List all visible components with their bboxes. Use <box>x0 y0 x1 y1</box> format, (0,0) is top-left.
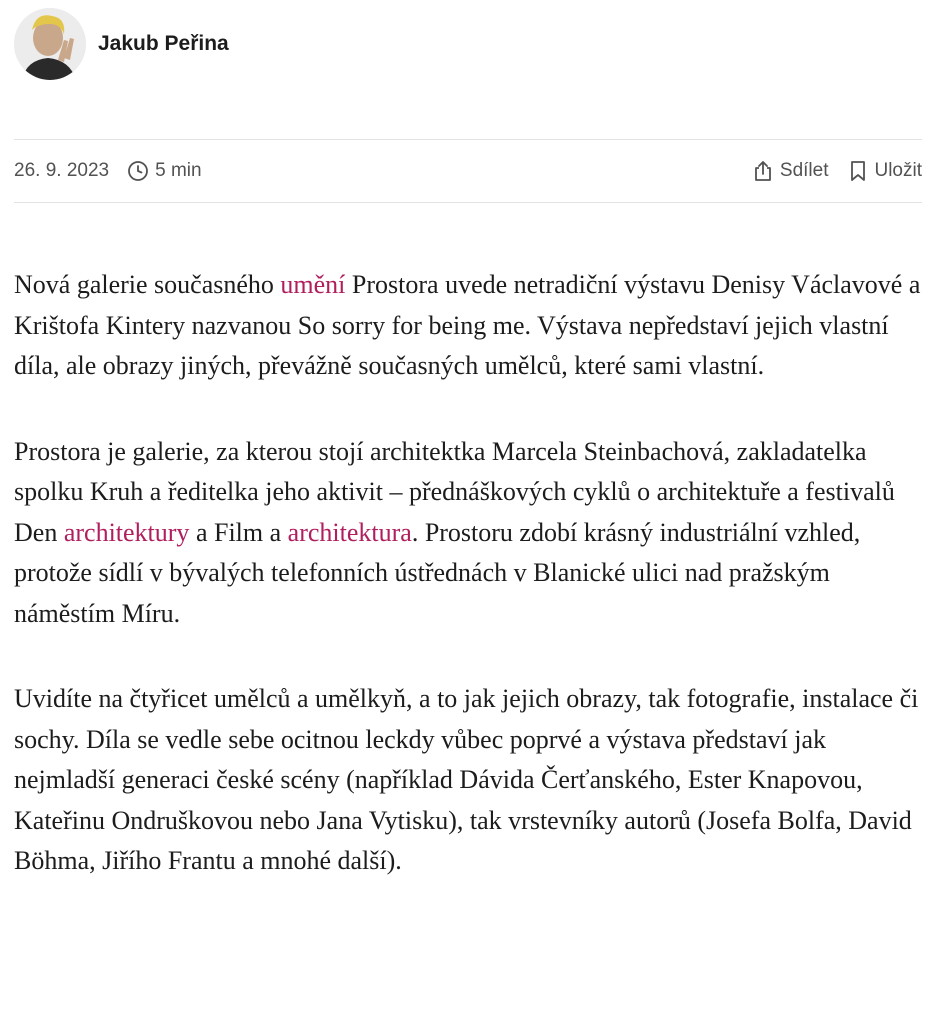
publish-date: 26. 9. 2023 <box>14 160 110 181</box>
meta-actions <box>752 160 922 182</box>
link-architektura[interactable]: architektura <box>287 517 412 547</box>
article-paragraph-2 <box>14 432 924 635</box>
author-avatar[interactable] <box>14 8 86 80</box>
link-architektury[interactable]: architektury <box>63 517 190 547</box>
paragraph-text: Nová galerie současného <box>14 270 281 299</box>
read-time-value: 5 min <box>155 160 202 181</box>
paragraph-text: Prostora je galerie, za kterou stojí architektka Marcela Steinbachová, zakladatelka spolku Kruh a ředitelka jeho aktivit – přednáškových cyklů o architektuře a festivalů Den <box>14 436 895 547</box>
share-icon <box>752 160 774 182</box>
save-button[interactable] <box>848 160 922 182</box>
link-umeni[interactable]: umění <box>280 270 346 299</box>
share-label: Sdílet <box>779 160 829 181</box>
share-button[interactable] <box>752 160 829 182</box>
author-block[interactable] <box>14 8 229 80</box>
bookmark-icon <box>848 160 868 182</box>
paragraph-text: Prostora uvede netradiční výstavu Denisy Václavové a Krištofa Kintery nazvanou So sorry for being me. Výstava nepředstaví jejich vlastní díla, ale obrazy jiných, převážně současných umělců, které sami vlastní. <box>14 270 921 380</box>
clock-icon <box>127 160 149 182</box>
paragraph-text: a Film a <box>189 517 288 547</box>
paragraph-text: . Prostoru zdobí krásný industriální vzhled, protože sídlí v bývalých telefonních ústřednách v Blanické ulici nad pražským náměstím Míru. <box>14 517 861 628</box>
save-label: Uložit <box>874 160 922 181</box>
article-body <box>14 265 924 927</box>
article-meta-bar <box>14 140 922 202</box>
meta-left <box>14 160 202 182</box>
meta-divider-bottom <box>14 202 922 203</box>
paragraph-text: Uvidíte na čtyřicet umělců a umělkyň, a to jak jejich obrazy, tak fotografie, instalace či sochy. Díla se vedle sebe ocitnou leckdy vůbec poprvé a výstava představí jak nejmladší generaci české scény (například Dávida Čerťanského, Ester Knapovou, Kateřinu Ondruškovou nebo Jana Vytisku), tak vrstevníky autorů (Josefa Bolfa, David Böhma, Jiřího Frantu a mnohé další). <box>14 684 919 875</box>
person-avatar-icon <box>14 8 86 80</box>
author-name[interactable]: Jakub Peřina <box>98 32 229 55</box>
article-paragraph-1 <box>14 265 924 387</box>
read-time <box>127 160 201 182</box>
article-paragraph-3 <box>14 679 924 882</box>
